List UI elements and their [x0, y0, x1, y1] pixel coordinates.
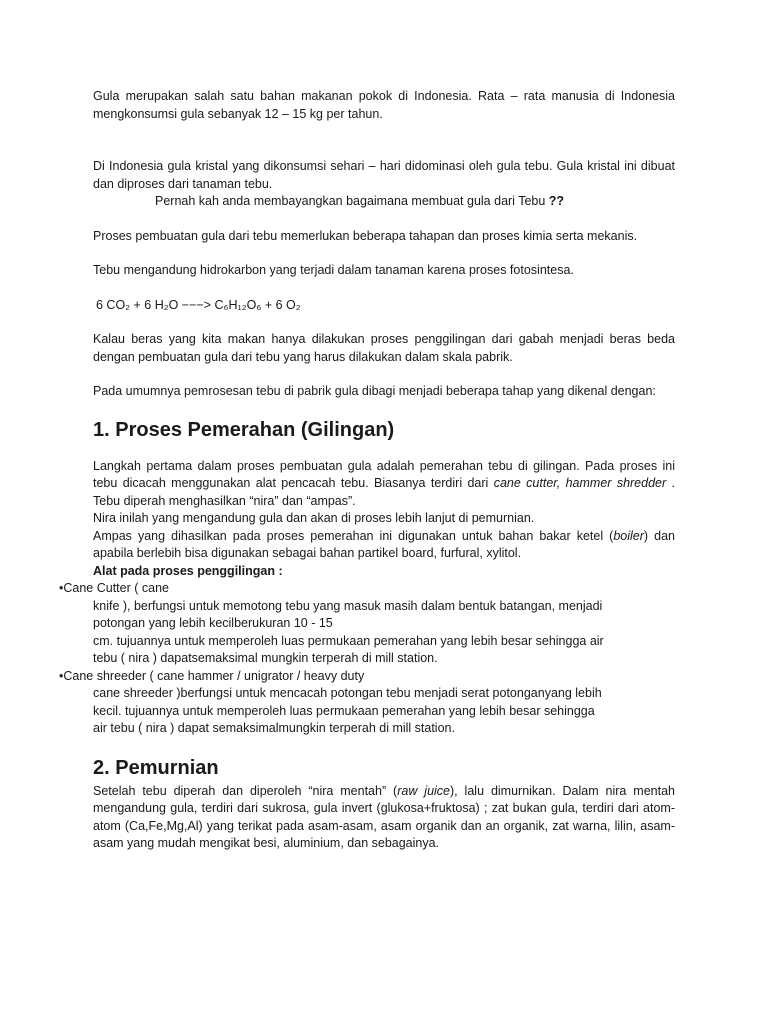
section-1-p3-text-b: ) dan apabila berlebih bisa digunakan sebagai bahan partikel board, furfural, xylitol.	[93, 528, 675, 560]
document-body	[59, 88, 676, 853]
section-2-p1-italic: raw juice	[397, 783, 450, 798]
section-1-paragraph-3	[93, 528, 675, 563]
bullet-cane-cutter: •Cane Cutter ( cane	[59, 581, 169, 595]
bullet-cane-shreeder: •Cane shreeder ( cane hammer / unigrator / heavy duty	[59, 668, 365, 683]
bullet-1-line-3: cm. tujuannya untuk memperoleh luas permukaan pemerahan yang lebih besar sehingga air	[93, 633, 604, 648]
intro-paragraph-6: Pada umumnya pemrosesan tebu di pabrik gula dibagi menjadi beberapa tahap yang dikenal dengan:	[93, 384, 656, 398]
intro-paragraph-5: Kalau beras yang kita makan hanya dilakukan proses penggilingan dari gabah menjadi beras beda dengan pembuatan gula dari tebu yang harus dilakukan dalam skala pabrik.	[93, 332, 675, 364]
bullet-1-line-2: potongan yang lebih kecilberukuran 10 - 15	[93, 616, 333, 630]
intro-question-mark: ??	[548, 194, 565, 208]
intro-paragraph-4: Tebu mengandung hidrokarbon yang terjadi dalam tanaman karena proses fotosintesa.	[93, 263, 574, 277]
section-2-p1-text-b: ), lalu dimurnikan. Dalam nira mentah mengandung gula, terdiri dari sukrosa, gula invert (glukosa+fruktosa) ; zat bukan gula, terdiri dari atom-atom (Ca,Fe,Mg,Al) yang terikat pada asam-asam, asam organik dan an organik, zat warna, lilin, asam-asam yang mudah mengikat besi, aluminium, dan sebagainya.	[93, 783, 675, 850]
section-1-heading: 1. Proses Pemerahan (Gilingan)	[93, 418, 395, 441]
bullet-1-line-1: knife ), berfungsi untuk memotong tebu yang masuk masih dalam bentuk batangan, menjadi	[93, 598, 603, 613]
section-1-p3-italic: boiler	[613, 528, 644, 543]
intro-question-text: Pernah kah anda membayangkan bagaimana membuat gula dari Tebu	[155, 194, 549, 208]
section-1-p3-text-a: Ampas yang dihasilkan pada proses pemerahan ini digunakan untuk bahan bakar ketel (	[93, 528, 614, 543]
chemical-formula: 6 CO₂ + 6 H₂O −−−> C₆H₁₂O₆ + 6 O₂	[96, 297, 301, 312]
section-2-p1-text-a: Setelah tebu diperah dan diperoleh “nira mentah” (	[93, 783, 398, 798]
intro-paragraph-2: Di Indonesia gula kristal yang dikonsumsi sehari – hari didominasi oleh gula tebu. Gula kristal ini dibuat dan diproses dari tanaman tebu.	[93, 159, 675, 191]
section-1-p1-text-b: . Tebu diperah menghasilkan “nira” dan “ampas”.	[93, 476, 676, 508]
section-1-paragraph-2: Nira inilah yang mengandung gula dan akan di proses lebih lanjut di pemurnian.	[93, 511, 535, 525]
intro-paragraph-1: Gula merupakan salah satu bahan makanan pokok di Indonesia. Rata – rata manusia di Indonesia mengkonsumsi gula sebanyak 12 – 15 kg per tahun.	[93, 89, 675, 121]
bullet-2-line-2: kecil. tujuannya untuk memperoleh luas permukaan pemerahan yang lebih besar sehingga	[93, 703, 595, 718]
section-1-paragraph-1	[93, 458, 675, 511]
tools-heading: Alat pada proses penggilingan :	[93, 563, 283, 578]
bullet-2-line-1: cane shreeder )berfungsi untuk mencacah potongan tebu menjadi serat potonganyang lebih	[93, 686, 602, 700]
bullet-2-line-3: air tebu ( nira ) dapat semaksimalmungkin terperah di mill station.	[93, 721, 455, 735]
section-1-p1-italic: cane cutter, hammer shredder	[493, 476, 667, 490]
intro-question	[93, 193, 675, 211]
bullet-1-line-4: tebu ( nira ) dapatsemaksimal mungkin terperah di mill station.	[93, 651, 438, 665]
section-2-heading: 2. Pemurnian	[93, 756, 219, 779]
section-1-p1-text-a: Langkah pertama dalam proses pembuatan gula adalah pemerahan tebu di gilingan. Pada proses ini tebu dicacah menggunakan alat pencacah tebu. Biasanya terdiri dari	[93, 458, 675, 490]
section-2-paragraph-1	[93, 783, 675, 853]
intro-paragraph-3: Proses pembuatan gula dari tebu memerlukan beberapa tahapan dan proses kimia serta mekanis.	[93, 228, 638, 243]
